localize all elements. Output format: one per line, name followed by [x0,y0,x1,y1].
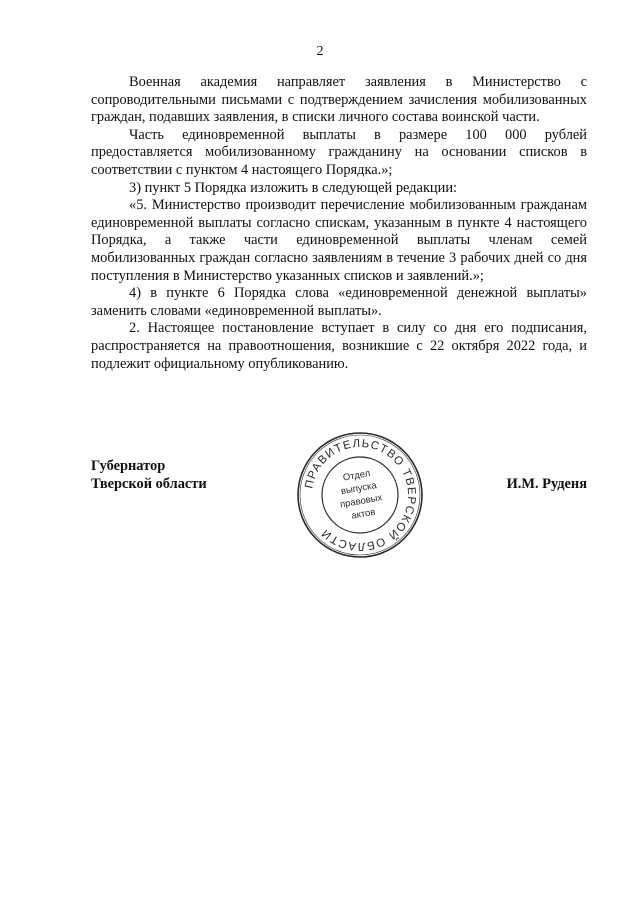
signatory-title [91,458,207,493]
seal-center-line-4: актов [350,506,377,522]
seal-ring-text [303,438,417,552]
paragraph-payment-part: Часть единовременной выплаты в размере 100 000 рублей предоставляется мобилизованному гражданину на основании списков в соответствии с пунктом 4 настоящего Порядка.»; [91,126,587,178]
paragraph-academy-applications: Военная академия направляет заявления в Министерство с сопроводительными письмами с подтверждением зачисления мобилизованных граждан, подавших заявления, в списки личного состава воинской части. [91,74,587,126]
seal-center-text [335,467,386,524]
paragraph-item-4: 4) в пункте 6 Порядка слова «единовременной денежной выплаты» заменить словами «единовременной выплаты». [91,285,587,319]
seal-outer-ring [298,433,422,557]
document-body [91,74,587,373]
seal-graphic [295,430,425,560]
signatory-name: И.М. Руденя [506,475,587,492]
paragraph-new-item-5: «5. Министерство производит перечисление мобилизованным гражданам единовременной выплаты согласно спискам, указанным в пункте 4 настоящего Порядка, а также части единовременной выплаты членам семей мобилизованных граждан согласно заявлениям в течение 3 рабочих дней со дня поступления в Министерство указанных списков и заявлений.»; [91,197,587,284]
seal-ring-textpath: ПРАВИТЕЛЬСТВО ТВЕРСКОЙ ОБЛАСТИ [303,437,418,553]
paragraph-effective-date: 2. Настоящее постановление вступает в силу со дня его подписания, распространяется на правоотношения, возникшие с 22 октября 2022 года, и подлежит официальному опубликованию. [91,320,587,372]
paragraph-item-3: 3) пункт 5 Порядка изложить в следующей редакции: [129,179,458,196]
seal-inner-ring [322,457,398,533]
page-number: 2 [316,44,324,59]
seal-center-line-3: правовых [339,492,384,511]
seal-center-line-1: Отдел [342,467,372,484]
signatory-title-line2: Тверской области [91,475,207,492]
seal-center-line-2: выпуска [340,480,378,498]
seal-outer-ring-inner [300,435,420,555]
signatory-title-line1: Губернатор [91,458,166,474]
official-seal [295,430,425,560]
